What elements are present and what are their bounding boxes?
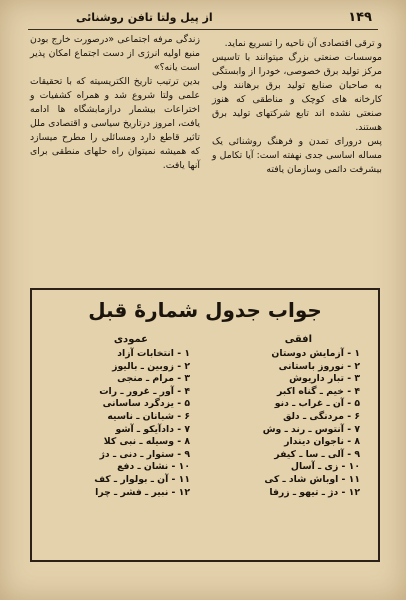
answer-item: ۳ - تبار داریوش xyxy=(289,373,360,385)
answer-item: ۱۰ - زی ـ آسال xyxy=(290,461,360,473)
answer-item: ۴ - آور ـ غرور ـ رات xyxy=(99,385,190,397)
horizontal-answers-list xyxy=(210,348,360,499)
header-divider xyxy=(28,29,378,30)
article-column-right xyxy=(212,37,382,177)
answer-item: ۱۰ - نشان ـ دفع xyxy=(117,461,190,473)
answer-item: ۱۱ - آن ـ بولوار ـ کف xyxy=(94,473,190,485)
answer-item: ۱ - آزمایش دوستان xyxy=(271,348,360,359)
article-paragraph: پس درورای تمدن و فرهنگ روشنائی یک مساله اساسی جدی نهفته است: آیا تکامل و بیشرفت دائمی وسازمان یافته xyxy=(212,136,382,175)
answer-item: ۱۲ - دژ ـ تیهو ـ زرفا xyxy=(269,486,360,498)
answer-item: ۳ - مرام ـ منجی xyxy=(117,373,190,385)
article-paragraph: زندگی مرفه اجتماعی «درصورت خارج بودن منبع اولیه انرژی از دست اجتماع امکان پذیر است یانه؟» xyxy=(30,34,200,73)
answer-item: ۸ - وسیله ـ نبی کلا xyxy=(103,436,190,448)
answer-item: ۷ - آنتوس ـ رند ـ وش xyxy=(262,423,360,435)
answer-item: ۱۲ - نبیر ـ فشر ـ چرا xyxy=(95,486,190,498)
vertical-heading: عمودی xyxy=(113,334,148,345)
article-paragraph: موسسات صنعتی بزرگ میتوانند با تاسیس مرکز تولید برق خصوصی، خودرا از وابستگی به صاحبان صنایع تولید برق برهانند ولی کارخانه های کوچک و مناطقی که هنوز صنعتی نشده اند تابع شرکتهای تولید برق هستند. xyxy=(212,52,382,133)
answer-item: ۶ - شبانان ـ ناسیه xyxy=(107,410,190,422)
answer-item: ۴ - خیم ـ گناه اکبر xyxy=(276,385,360,397)
answer-item: ۲ - زوبین ـ بالیوز xyxy=(112,360,190,372)
answer-item: ۹ - آلی ـ سا ـ کیفر xyxy=(274,448,360,460)
running-title: از پیل ولتا تافن روشنائی xyxy=(76,11,213,24)
page-header xyxy=(28,10,378,28)
answer-item: ۱ - انتخابات آزاد xyxy=(117,348,190,359)
article-paragraph: بدین ترتیب تاریخ الکتریسیته که با تحقیقات علمی ولتا شروع شد و همراه کشفیات و اختراعات بیشمار درازمابشگاه ها ادامه یافت، امروز درتاریخ سیاسی و اقتصادی ملل تاثیر قاطع دارد ومسائلی را مطرح میسازد که همیشه نمیتوان راه حلهای منطقی برای آنها یافت. xyxy=(30,76,200,171)
article-column-left xyxy=(30,33,200,173)
article-paragraph: و ترقی اقتصادی آن ناحیه را تسریع نماید. xyxy=(224,38,382,49)
crossword-answers-box xyxy=(30,288,380,562)
vertical-answers-list xyxy=(40,348,190,499)
answers-title: جواب جدول شمارهٔ قبل xyxy=(88,298,322,322)
page-number: ۱۴۹ xyxy=(348,10,372,25)
answer-item: ۱۱ - اوباش شاد ـ کی xyxy=(264,473,360,485)
horizontal-heading: افقی xyxy=(284,334,312,345)
answer-item: ۵ - آن ـ غراب ـ دنو xyxy=(274,398,360,410)
answer-item: ۶ - مردنگی ـ دلق xyxy=(283,410,360,422)
answer-item: ۸ - ناجوان دیندار xyxy=(284,436,360,448)
answer-item: ۷ - دادآیکو ـ آشو xyxy=(115,423,190,435)
answer-item: ۲ - نوروز باستانی xyxy=(278,360,360,372)
answer-item: ۹ - ستوار ـ دنی ـ دژ xyxy=(99,448,190,460)
answer-item: ۵ - یزدگرد ساسانی xyxy=(102,398,190,410)
